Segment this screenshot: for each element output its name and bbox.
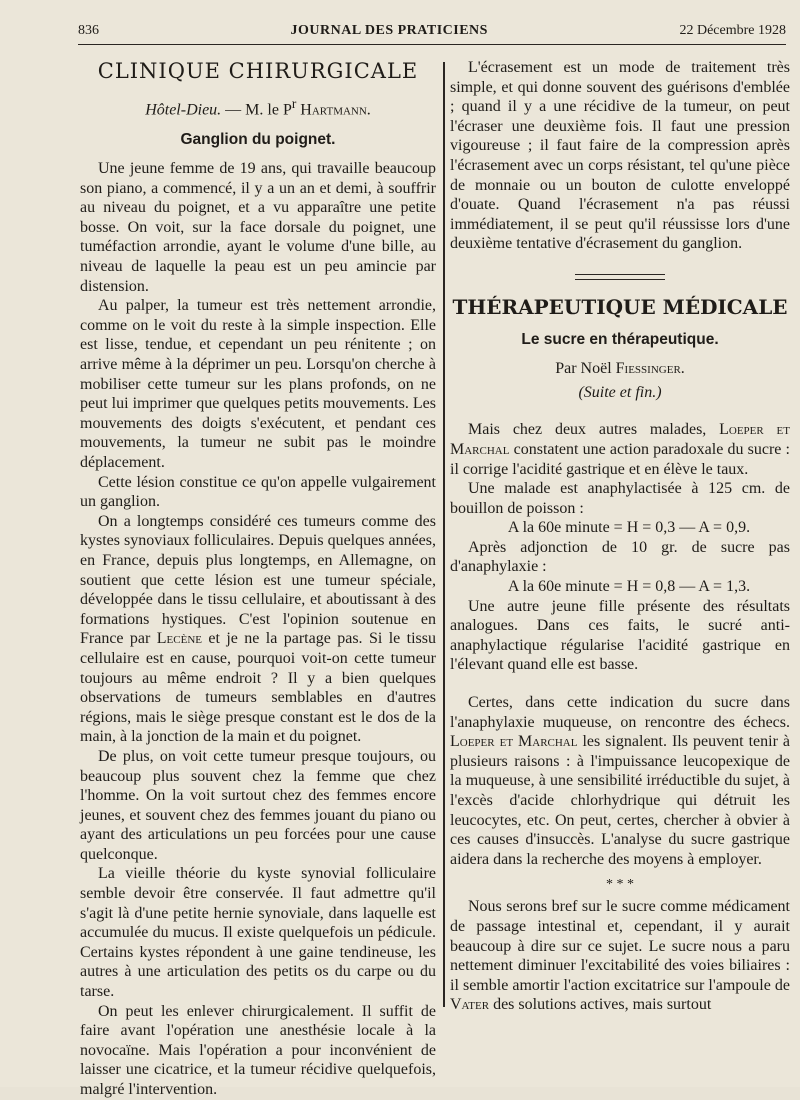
paragraph: On peut les enlever chirurgicalement. Il suffit de faire avant l'opération une anesthésie locale à la novocaïne. Mais l'opération a pour inconvénient de laisser une cicatrice, et la tumeur récidive quelquefois, malgré l'intervention. <box>80 1002 436 1099</box>
left-column <box>80 58 436 1100</box>
byline: Hôtel-Dieu. — M. le $P^r$ Hartmann. <box>145 95 371 118</box>
page-header <box>78 18 786 45</box>
article-subhead: Ganglion du poignet. <box>180 130 336 148</box>
author-name: Hartmann. <box>300 100 371 118</box>
asterism: * * * <box>606 877 634 893</box>
formula: A la 60e minute = H = 0,3 — A = 0,9. <box>507 519 751 537</box>
section-title-clinique: CLINIQUE CHIRURGICALE <box>97 59 419 83</box>
paragraph: De plus, on voit cette tumeur presque toujours, ou beaucoup plus souvent chez la femme que chez l'homme. On la voit surtout chez des femmes encore jeunes, et souvent chez des femmes jouant du piano ou ayant des articulations un peu forcées pour une cause quelconque. <box>80 747 436 863</box>
journal-title: JOURNAL DES PRATICIENS <box>290 23 488 38</box>
paragraph: L'écrasement est un mode de traitement très simple, et qui donne souvent des guérisons d'emblée ; quand il y a une récidive de la tumeur, on peut l'écraser une deuxième fois. Il faut une pression vigoureuse ; il faut faire de la compression après l'écrasement avec un corps résistant, tel qu'une pièce de monnaie ou un bouton de culotte enveloppé d'ouate. Quand l'écrasement n'a pas réussi immédiatement, il se peut qu'il réussisse lors d'une deuxième tentative d'écrasement du ganglion. <box>450 59 790 253</box>
paragraph: Nous serons bref sur le sucre comme médicament de passage intestinal et, cependant, il y aurait beaucoup à dire sur ce sujet. Le sucre nous a paru nettement diminuer l'excitabilité des voies biliaires : il semble amortir l'action excitatrice sur l'ampoule de Vater des solutions actives, mais surtout <box>450 898 790 1014</box>
paragraph: On a longtemps considéré ces tumeurs comme des kystes synoviaux folliculaires. Depuis quelques années, en France, depuis plus longtemps, en Allemagne, on soutient que cette lésion est une tumeur spéciale, développée dans le tissu cellulaire, et aboutissant à des formations hystiques. C'est l'opinion soutenue en France par Lecène et je ne la partage pas. Si le tissu cellulaire est en cause, pourquoi voit-on cette tumeur toujours au même endroit ? Il y a bien quelques observations de tumeurs semblables en d'autres régions, mais le siège presque constant est le dos de la main, à la jonction de la main et du poignet. <box>80 512 436 746</box>
paragraph: Une autre jeune fille présente des résultats analogues. Dans ces faits, le sucré anti-anaphylactique régularise l'acidité gastrique en l'élevant quand elle est basse. <box>450 597 790 674</box>
issue-date: 22 Décembre 1928 <box>679 23 786 38</box>
section-title-therapeutique: THÉRAPEUTIQUE MÉDICALE <box>452 294 788 319</box>
paragraph: Au palper, la tumeur est très nettement arrondie, comme on le voit du reste à la simple inspection. Elle est lisse, tendue, et cependant un peu rénitente ; on arrive même à la déprimer un peu. Lorsqu'on cherche à mobiliser cette tumeur sur les plans profonds, on ne peut lui imprimer que quelques petits mouvements. Les mouvements des doigts s'exécutent, et pendant ces mouvements, la tumeur ne subit pas le moindre déplacement. <box>80 297 436 472</box>
paragraph: Certes, dans cette indication du sucre dans l'anaphylaxie muqueuse, on rencontre des échecs. Loeper et Marchal les signalent. Ils peuvent tenir à plusieurs raisons : à l'impuissance leucopexique de la muqueuse, à une sensibilité irréductible du sujet, à l'excès d'acide chlorhydrique qui détruit les leucocytes, etc. On peut, certes, chercher à obvier à ces causes d'insuccès. L'analyse du sucre gastrique aidera dans la recherche des moyens à employer. <box>450 694 791 868</box>
paragraph: Mais chez deux autres malades, Loeper et Marchal constatent une action paradoxale du sucre : il corrige l'acidité gastrique et en élève le taux. <box>450 421 790 478</box>
paragraph: Après adjonction de 10 gr. de sucre pas d'anaphylaxie : <box>450 538 790 576</box>
paragraph: La vieille théorie du kyste synovial folliculaire semble devoir être conservée. Il faut admettre qu'il s'agit là d'une petite hernie synoviale, dans laquelle est accumulée du mucus. Il existe quelquefois un pédicule. Certains kystes répondent à une gaine tendineuse, les autres à une articulation des petits os du carpe ou du tarse. <box>80 865 436 1001</box>
article-subhead: Le sucre en thérapeutique. <box>521 330 719 348</box>
author-line: Par Noël Fiessinger. <box>555 360 685 378</box>
column-divider <box>443 62 445 1007</box>
right-column <box>450 58 790 1015</box>
page-number: 836 <box>78 23 99 38</box>
section-separator <box>575 274 665 280</box>
suite-note: (Suite et fin.) <box>578 383 662 401</box>
paragraph: Une malade est anaphylactisée à 125 cm. de bouillon de poisson : <box>450 480 790 517</box>
formula: A la 60e minute = H = 0,8 — A = 1,3. <box>507 578 751 596</box>
paragraph: Une jeune femme de 19 ans, qui travaille beaucoup son piano, a commencé, il y a un an et demi, à souffrir au niveau du poignet, et a vu apparaître une petite bosse. On voit, sur la face dorsale du poignet, une tuméfaction arrondie, ayant le volume d'une bille, au niveau de laquelle la peau est un peu amincie par distension. <box>80 160 436 295</box>
paragraph: Cette lésion constitue ce qu'on appelle vulgairement un ganglion. <box>80 473 436 511</box>
